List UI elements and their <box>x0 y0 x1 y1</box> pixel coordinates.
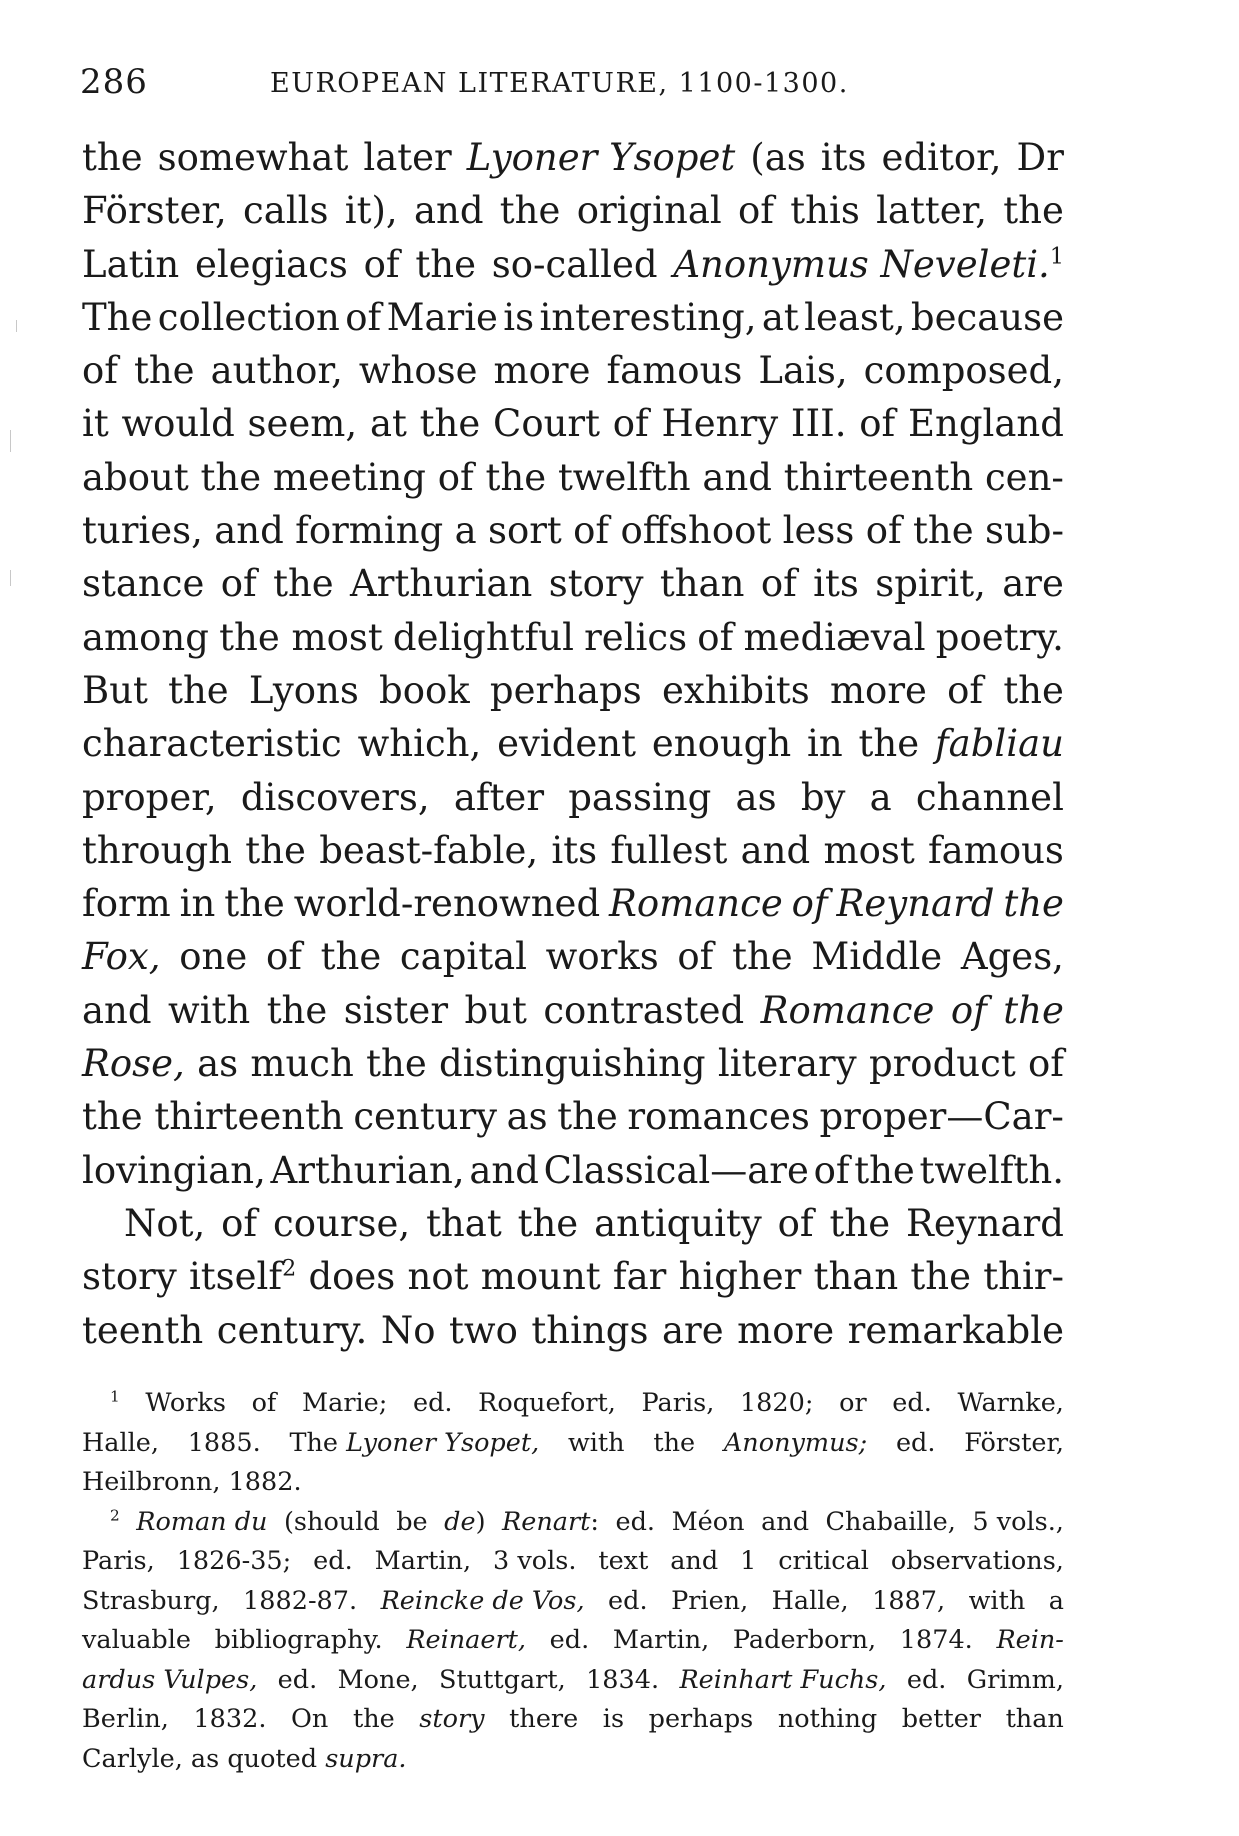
footnote-line: Paris, 1826-35; ed. Martin, 3 vols. text and 1 critical observations, <box>82 1546 1064 1576</box>
text-line: it would seem, at the Court of Henry III. of England <box>82 402 1064 446</box>
text-line: story itself$^2$ does not mount far higher than the thir- <box>82 1255 1064 1299</box>
text-line: turies, and forming a sort of offshoot less of the sub- <box>82 509 1064 553</box>
footnote-line: valuable bibliography. Reinaert, ed. Martin, Paderborn, 1874. Rein- <box>82 1625 1064 1655</box>
text-line: Rose, as much the distinguishing literary product of <box>82 1042 1064 1086</box>
margin-mark <box>16 320 17 332</box>
text-line: among the most delightful relics of mediæval poetry. <box>82 615 1064 659</box>
footnotes <box>82 1384 1064 1779</box>
text-line: Latin elegiacs of the so-called Anonymus Neveleti.$^1$ <box>82 242 1064 286</box>
running-head <box>80 62 1070 102</box>
text-line: But the Lyons book perhaps exhibits more of the <box>82 668 1064 712</box>
footnote-line: $^2$ Roman du (should be de) Renart: ed. Méon and Chabaille, 5 vols., <box>110 1506 1064 1537</box>
text-line: proper, discovers, after passing as by a channel <box>82 775 1064 819</box>
text-line: and with the sister but contrasted Romance of the <box>82 988 1064 1032</box>
text-line: The collection of Marie is interesting, at least, because <box>82 295 1064 339</box>
text-line: form in the world-renowned Romance of Reynard the <box>82 882 1064 926</box>
running-title: EUROPEAN LITERATURE, 1100-1300. <box>270 68 849 99</box>
footnote-line: Strasburg, 1882-87. Reincke de Vos, ed. Prien, Halle, 1887, with a <box>82 1585 1064 1616</box>
text-line: lovingian, Arthurian, and Classical—are of the twelfth. <box>82 1148 1064 1192</box>
footnote-line: Heilbronn, 1882. <box>82 1467 302 1497</box>
footnote-line: ardus Vulpes, ed. Mone, Stuttgart, 1834. Reinhart Fuchs, ed. Grimm, <box>82 1664 1064 1695</box>
text-line: about the meeting of the twelfth and thirteenth cen- <box>82 455 1064 499</box>
text-line: through the beast-fable, its fullest and most famous <box>82 828 1064 872</box>
text-line: Not, of course, that the antiquity of the Reynard <box>124 1201 1064 1245</box>
text-line: Fox, one of the capital works of the Middle Ages, <box>82 935 1064 979</box>
body-text <box>82 132 1064 1358</box>
margin-mark <box>10 570 11 586</box>
text-line: characteristic which, evident enough in the fabliau <box>82 722 1064 766</box>
footnote-line: Berlin, 1832. On the story there is perhaps nothing better than <box>82 1704 1064 1734</box>
margin-mark <box>10 430 11 452</box>
text-line: the somewhat later Lyoner Ysopet (as its editor, Dr <box>82 136 1064 179</box>
footnote-line: Halle, 1885. The Lyoner Ysopet, with the Anonymus; ed. Förster, <box>82 1427 1064 1458</box>
text-line: of the author, whose more famous Lais, composed, <box>82 349 1064 393</box>
footnote-line: Carlyle, as quoted supra. <box>82 1743 407 1774</box>
text-line: the thirteenth century as the romances proper—Car- <box>82 1095 1064 1139</box>
text-line: stance of the Arthurian story than of its spirit, are <box>82 562 1064 606</box>
text-line: Förster, calls it), and the original of this latter, the <box>82 189 1064 233</box>
footnote-line: $^1$ Works of Marie; ed. Roquefort, Paris, 1820; or ed. Warnke, <box>110 1387 1064 1418</box>
page-number: 286 <box>80 62 148 102</box>
text-line: teenth century. No two things are more remarkable <box>82 1308 1064 1352</box>
